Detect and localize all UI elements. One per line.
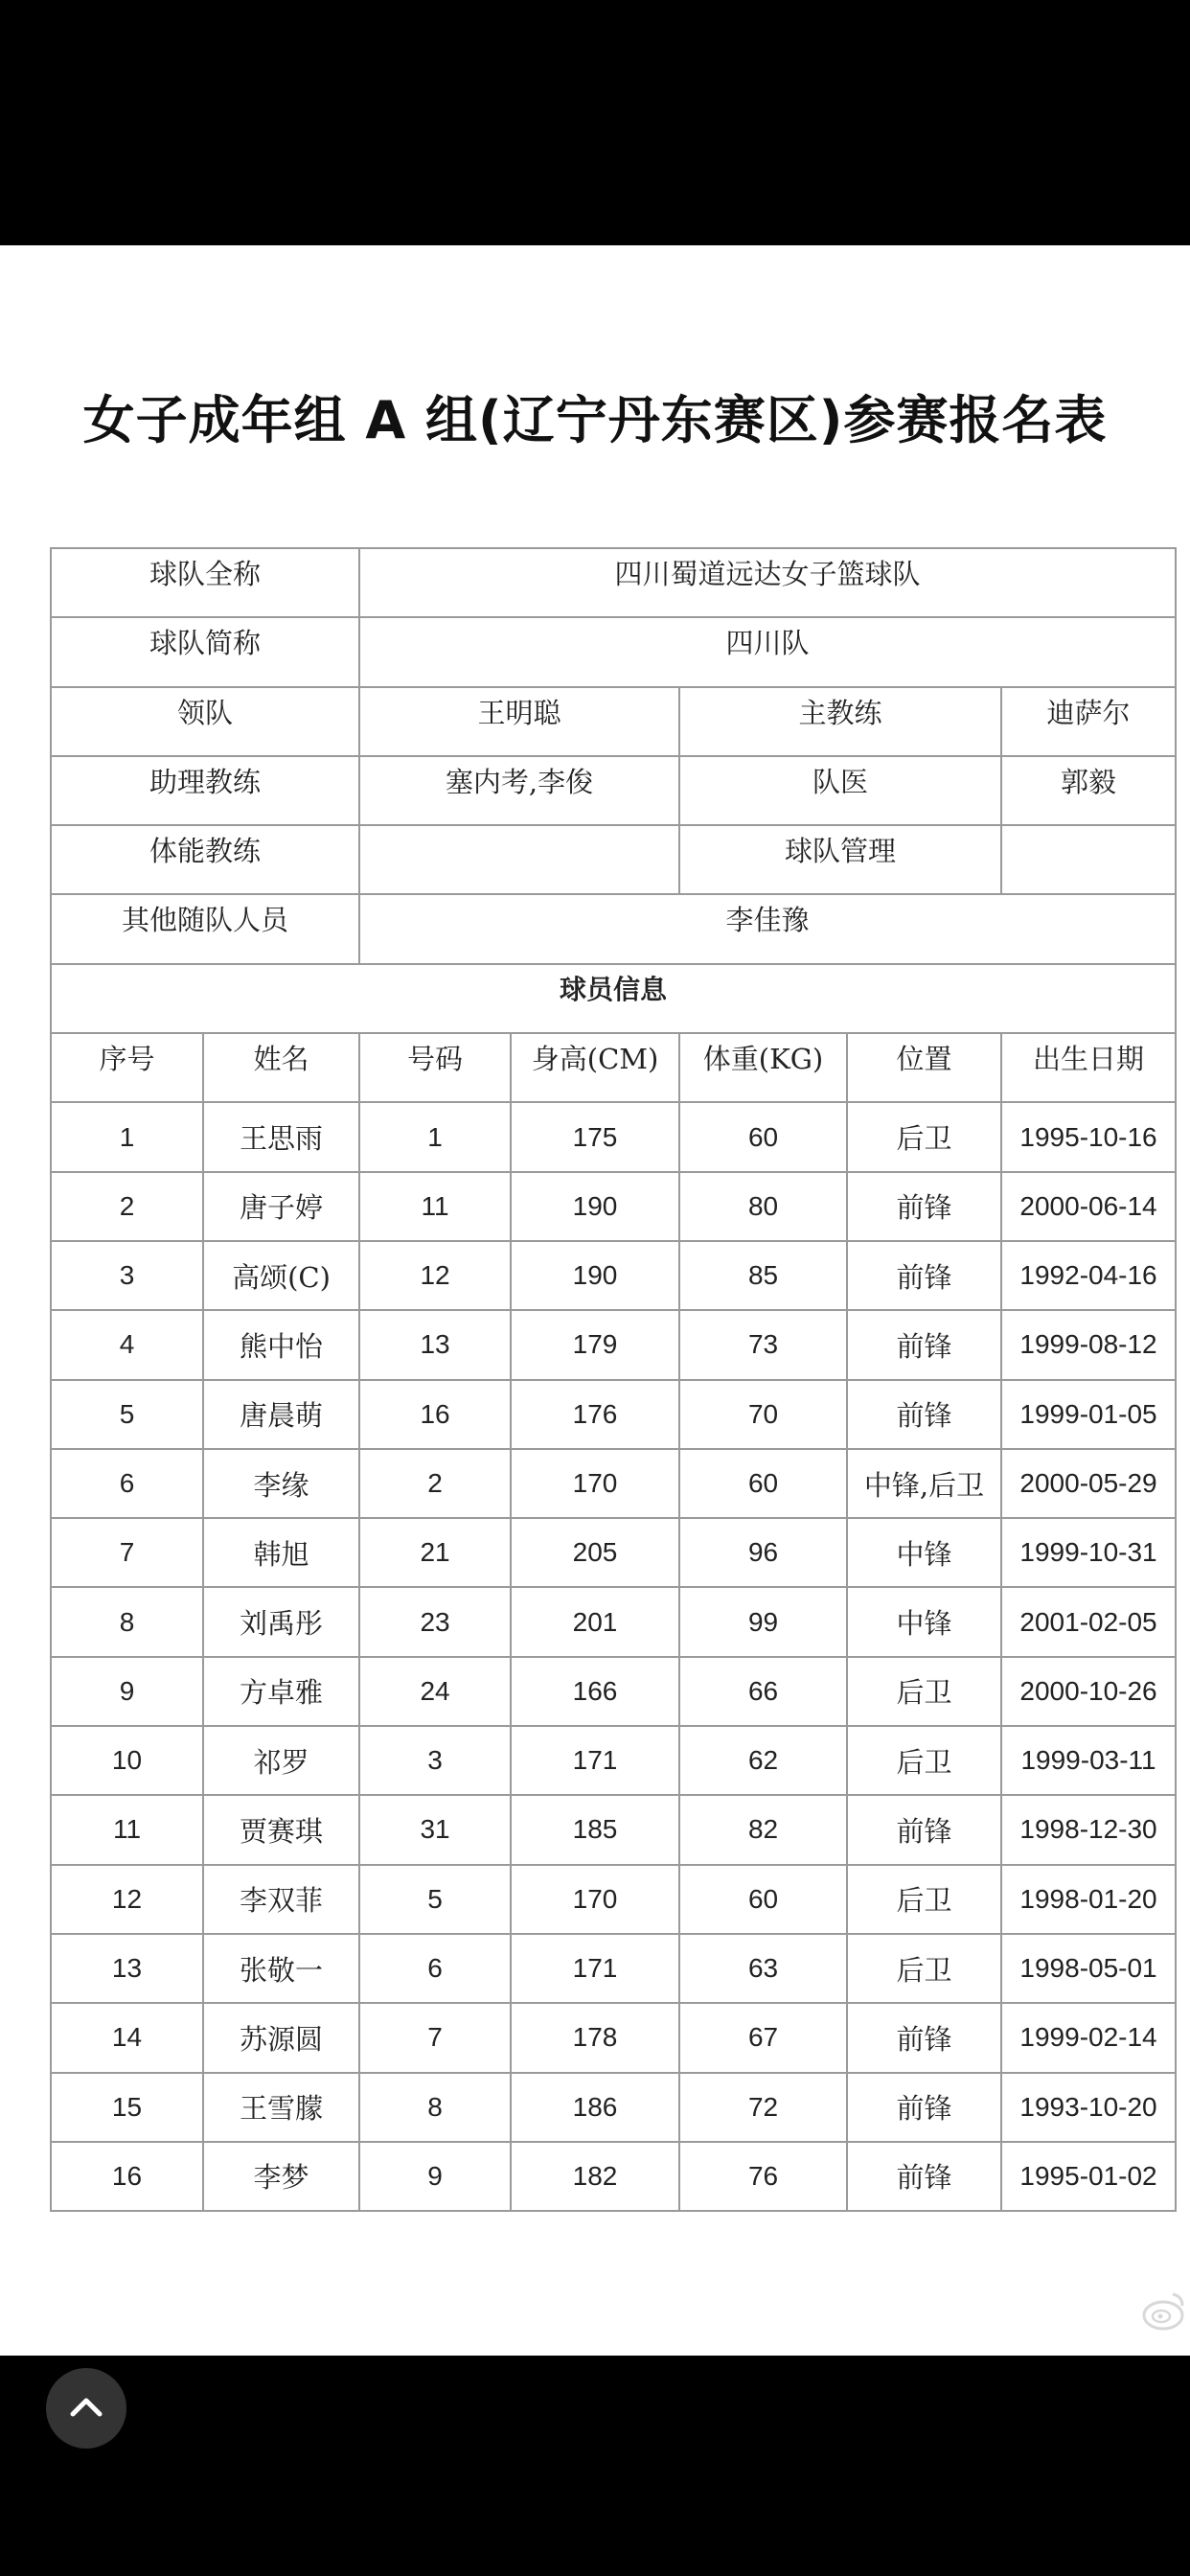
row-leader [51,687,1176,756]
cell-number: 1 [359,1102,511,1171]
cell-number: 21 [359,1518,511,1587]
cell-index: 14 [51,2003,203,2072]
weibo-icon [1138,2287,1188,2336]
cell-position: 后卫 [847,1934,1001,2003]
cell-name: 王思雨 [203,1102,359,1171]
cell-position: 后卫 [847,1726,1001,1795]
cell-height: 190 [511,1241,679,1310]
cell-name: 苏源圆 [203,2003,359,2072]
header-number: 号码 [359,1033,511,1102]
cell-height: 176 [511,1380,679,1449]
cell-height: 179 [511,1310,679,1379]
cell-birthdate: 1995-10-16 [1001,1102,1176,1171]
assistant-coach-label: 助理教练 [51,756,359,825]
player-row [51,1380,1176,1449]
leader-label: 领队 [51,687,359,756]
cell-name: 王雪朦 [203,2073,359,2142]
cell-number: 23 [359,1587,511,1656]
cell-index: 8 [51,1587,203,1656]
player-row [51,1449,1176,1518]
cell-position: 后卫 [847,1865,1001,1934]
top-black-bar [0,0,1190,245]
player-row [51,1657,1176,1726]
cell-weight: 67 [679,2003,847,2072]
cell-birthdate: 2000-10-26 [1001,1657,1176,1726]
cell-position: 后卫 [847,1657,1001,1726]
cell-name: 李梦 [203,2142,359,2211]
row-short-name [51,617,1176,686]
player-row [51,1587,1176,1656]
full-name-label: 球队全称 [51,548,359,617]
cell-birthdate: 1999-02-14 [1001,2003,1176,2072]
others-label: 其他随队人员 [51,894,359,963]
player-row [51,1865,1176,1934]
cell-position: 中锋 [847,1587,1001,1656]
players-section-title: 球员信息 [51,964,1176,1033]
cell-weight: 76 [679,2142,847,2211]
manager-label: 球队管理 [679,825,1001,894]
cell-birthdate: 1999-01-05 [1001,1380,1176,1449]
cell-number: 7 [359,2003,511,2072]
manager-value [1001,825,1176,894]
assistant-coach-value: 塞内考,李俊 [359,756,679,825]
player-row [51,2003,1176,2072]
head-coach-label: 主教练 [679,687,1001,756]
cell-birthdate: 1998-05-01 [1001,1934,1176,2003]
cell-number: 9 [359,2142,511,2211]
head-coach-value: 迪萨尔 [1001,687,1176,756]
cell-height: 182 [511,2142,679,2211]
row-others [51,894,1176,963]
cell-index: 10 [51,1726,203,1795]
cell-name: 唐晨萌 [203,1380,359,1449]
player-row [51,1795,1176,1864]
cell-number: 16 [359,1380,511,1449]
cell-height: 190 [511,1172,679,1241]
row-assistant-coach [51,756,1176,825]
player-row [51,2073,1176,2142]
cell-number: 31 [359,1795,511,1864]
cell-birthdate: 1992-04-16 [1001,1241,1176,1310]
row-full-name [51,548,1176,617]
cell-number: 3 [359,1726,511,1795]
cell-birthdate: 1999-03-11 [1001,1726,1176,1795]
cell-index: 11 [51,1795,203,1864]
cell-position: 前锋 [847,2073,1001,2142]
cell-height: 170 [511,1449,679,1518]
cell-index: 16 [51,2142,203,2211]
short-name-label: 球队简称 [51,617,359,686]
cell-name: 熊中怡 [203,1310,359,1379]
cell-weight: 72 [679,2073,847,2142]
cell-weight: 73 [679,1310,847,1379]
cell-number: 8 [359,2073,511,2142]
cell-index: 15 [51,2073,203,2142]
cell-name: 张敬一 [203,1934,359,2003]
cell-name: 方卓雅 [203,1657,359,1726]
cell-index: 6 [51,1449,203,1518]
cell-height: 185 [511,1795,679,1864]
header-birthdate: 出生日期 [1001,1033,1176,1102]
cell-position: 中锋,后卫 [847,1449,1001,1518]
cell-height: 175 [511,1102,679,1171]
cell-index: 5 [51,1380,203,1449]
registration-form [50,547,1177,2212]
cell-index: 13 [51,1934,203,2003]
header-position: 位置 [847,1033,1001,1102]
cell-birthdate: 1993-10-20 [1001,2073,1176,2142]
cell-index: 1 [51,1102,203,1171]
cell-number: 13 [359,1310,511,1379]
cell-number: 11 [359,1172,511,1241]
cell-weight: 63 [679,1934,847,2003]
cell-index: 4 [51,1310,203,1379]
player-row [51,1518,1176,1587]
cell-weight: 85 [679,1241,847,1310]
cell-index: 9 [51,1657,203,1726]
row-section-title [51,964,1176,1033]
cell-weight: 60 [679,1865,847,1934]
cell-birthdate: 2000-05-29 [1001,1449,1176,1518]
player-row [51,1241,1176,1310]
cell-index: 2 [51,1172,203,1241]
cell-weight: 70 [679,1380,847,1449]
cell-birthdate: 1998-12-30 [1001,1795,1176,1864]
cell-position: 前锋 [847,2003,1001,2072]
leader-value: 王明聪 [359,687,679,756]
full-name-value: 四川蜀道远达女子篮球队 [359,548,1176,617]
cell-name: 高颂(C) [203,1241,359,1310]
chevron-up-icon [67,2391,105,2426]
cell-birthdate: 2000-06-14 [1001,1172,1176,1241]
doctor-label: 队医 [679,756,1001,825]
cell-index: 7 [51,1518,203,1587]
cell-number: 12 [359,1241,511,1310]
player-row [51,2142,1176,2211]
cell-weight: 80 [679,1172,847,1241]
cell-weight: 62 [679,1726,847,1795]
cell-name: 李双菲 [203,1865,359,1934]
cell-height: 201 [511,1587,679,1656]
cell-birthdate: 2001-02-05 [1001,1587,1176,1656]
cell-position: 前锋 [847,2142,1001,2211]
doctor-value: 郭毅 [1001,756,1176,825]
others-value: 李佳豫 [359,894,1176,963]
cell-height: 171 [511,1726,679,1795]
player-row [51,1310,1176,1379]
player-row [51,1934,1176,2003]
cell-height: 171 [511,1934,679,2003]
header-height: 身高(CM) [511,1033,679,1102]
cell-name: 唐子婷 [203,1172,359,1241]
cell-height: 205 [511,1518,679,1587]
cell-birthdate: 1995-01-02 [1001,2142,1176,2211]
short-name-value: 四川队 [359,617,1176,686]
cell-weight: 60 [679,1102,847,1171]
cell-height: 166 [511,1657,679,1726]
header-index: 序号 [51,1033,203,1102]
cell-position: 前锋 [847,1310,1001,1379]
cell-number: 2 [359,1449,511,1518]
cell-height: 186 [511,2073,679,2142]
player-row [51,1726,1176,1795]
cell-position: 前锋 [847,1795,1001,1864]
cell-height: 170 [511,1865,679,1934]
bottom-black-bar [0,2356,1190,2576]
player-row [51,1172,1176,1241]
fitness-coach-label: 体能教练 [51,825,359,894]
cell-name: 韩旭 [203,1518,359,1587]
cell-name: 贾赛琪 [203,1795,359,1864]
cell-weight: 82 [679,1795,847,1864]
cell-name: 刘禹彤 [203,1587,359,1656]
cell-height: 178 [511,2003,679,2072]
cell-name: 李缘 [203,1449,359,1518]
cell-weight: 60 [679,1449,847,1518]
cell-position: 前锋 [847,1380,1001,1449]
player-rows [51,1102,1176,2211]
cell-weight: 99 [679,1587,847,1656]
header-weight: 体重(KG) [679,1033,847,1102]
cell-number: 5 [359,1865,511,1934]
cell-birthdate: 1999-10-31 [1001,1518,1176,1587]
cell-weight: 96 [679,1518,847,1587]
fitness-coach-value [359,825,679,894]
document-page [0,245,1190,2356]
scroll-to-top-button[interactable] [46,2368,126,2449]
cell-number: 24 [359,1657,511,1726]
cell-number: 6 [359,1934,511,2003]
header-name: 姓名 [203,1033,359,1102]
cell-position: 前锋 [847,1241,1001,1310]
document-title: 女子成年组 A 组(辽宁丹东赛区)参赛报名表 [82,390,1108,450]
cell-birthdate: 1999-08-12 [1001,1310,1176,1379]
cell-birthdate: 1998-01-20 [1001,1865,1176,1934]
cell-position: 后卫 [847,1102,1001,1171]
row-fitness-coach [51,825,1176,894]
cell-index: 12 [51,1865,203,1934]
cell-position: 中锋 [847,1518,1001,1587]
player-row [51,1102,1176,1171]
cell-name: 祁罗 [203,1726,359,1795]
cell-position: 前锋 [847,1172,1001,1241]
players-header-row [51,1033,1176,1102]
cell-index: 3 [51,1241,203,1310]
cell-weight: 66 [679,1657,847,1726]
